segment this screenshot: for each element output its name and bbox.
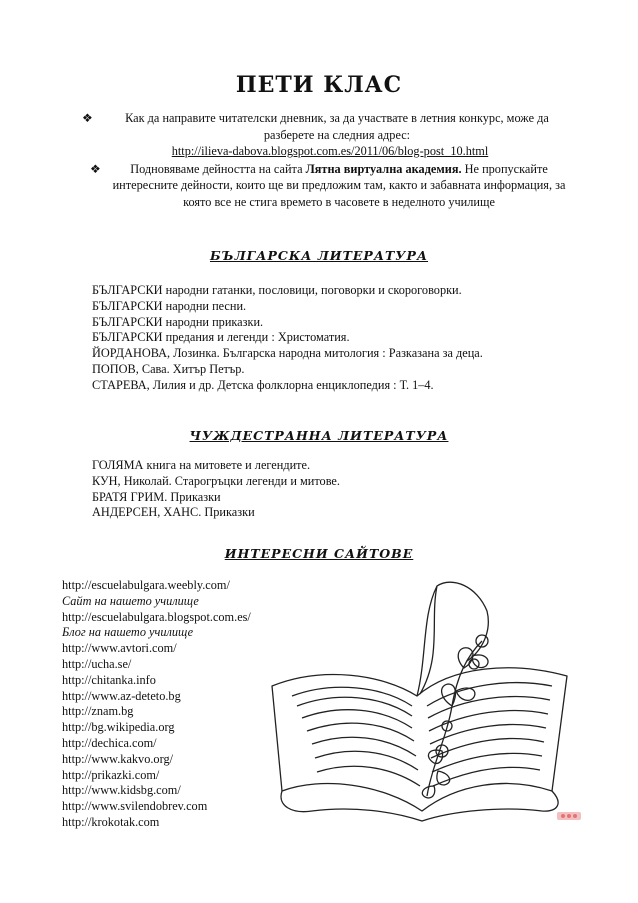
site-link[interactable]: http://escuelabulgara.blogspot.com.es/ (62, 609, 251, 624)
site-link[interactable]: http://dechica.com/ (62, 735, 157, 750)
site-link[interactable]: http://www.kakvo.org/ (62, 751, 174, 766)
site-link[interactable]: http://prikazki.com/ (62, 767, 160, 782)
list-item: БЪЛГАРСКИ народни гатанки, пословици, поговорки и скороговорки. (92, 283, 462, 297)
site-link[interactable]: http://znam.bg (62, 704, 134, 719)
site-link[interactable]: http://www.kidsbg.com/ (62, 783, 181, 798)
watermark-logo-icon (556, 810, 582, 822)
foreign-literature-heading: ЧУЖДЕСТРАННА ЛИТЕРАТУРА (189, 428, 449, 443)
site-link[interactable]: http://www.avtori.com/ (62, 641, 177, 656)
sites-list (62, 578, 322, 831)
blog-link[interactable]: http://ilieva-dabova.blogspot.com.es/2011/06/blog-post_10.html (171, 144, 489, 158)
site-description: Блог на нашето училище (62, 625, 194, 640)
list-item: ПОПОВ, Сава. Хитър Петър. (92, 361, 245, 376)
list-item: БЪЛГАРСКИ предания и легенди : Христоматия. (92, 330, 350, 345)
site-description: Сайт на нашето училище (62, 593, 199, 608)
interesting-sites-heading: ИНТЕРЕСНИ САЙТОВЕ (224, 546, 414, 561)
list-item: БЪЛГАРСКИ народни приказки. (92, 314, 264, 329)
academy-name: Лятна виртуална академия. (305, 161, 462, 176)
intro-item-academy (80, 161, 580, 211)
diamond-bullet-icon: ❖ (82, 111, 93, 125)
site-link[interactable]: http://www.az-deteto.bg (62, 688, 181, 703)
foreign-book-list (92, 458, 612, 521)
list-item: КУН, Николай. Старогръцки легенди и митове. (92, 473, 340, 488)
site-link[interactable]: http://ucha.se/ (62, 656, 132, 671)
bulgarian-literature-heading: БЪЛГАРСКА ЛИТЕРАТУРА (209, 248, 429, 263)
list-item: ЙОРДАНОВА, Лозинка. Българска народна митология : Разказана за деца. (92, 346, 483, 361)
academy-text-start: Подновяваме дейността на сайта (130, 161, 306, 176)
site-link[interactable]: http://escuelabulgara.weebly.com/ (62, 578, 230, 592)
intro-item-diary (80, 110, 580, 160)
site-link[interactable]: http://krokotak.com (62, 814, 160, 829)
list-item: СТАРЕВА, Лилия и др. Детска фолклорна енциклопедия : Т. 1–4. (92, 377, 434, 392)
diamond-bullet-icon: ❖ (90, 161, 101, 176)
site-link[interactable]: http://www.svilendobrev.com (62, 799, 208, 814)
list-item: ГОЛЯМА книга на митовете и легендите. (92, 458, 311, 472)
list-item: АНДЕРСЕН, ХАНС. Приказки (92, 505, 255, 520)
intro-block (80, 110, 580, 210)
academy-text-end: Не пропускайте интересните дейности, които ще ви предложим там, както и забавната информация, за която все не стига времето в часовете в неделното училище (112, 161, 566, 209)
intro-diary-text: Как да направите читателски дневник, за да участвате в летния конкурс, може да разберете на следния адрес: (125, 111, 549, 142)
site-link[interactable]: http://bg.wikipedia.org (62, 720, 175, 735)
bulgarian-book-list (92, 283, 612, 394)
site-link[interactable]: http://chitanka.info (62, 672, 156, 687)
list-item: БЪЛГАРСКИ народни песни. (92, 298, 247, 313)
list-item: БРАТЯ ГРИМ. Приказки (92, 489, 221, 504)
page-title: ПЕТИ КЛАС (235, 72, 403, 98)
